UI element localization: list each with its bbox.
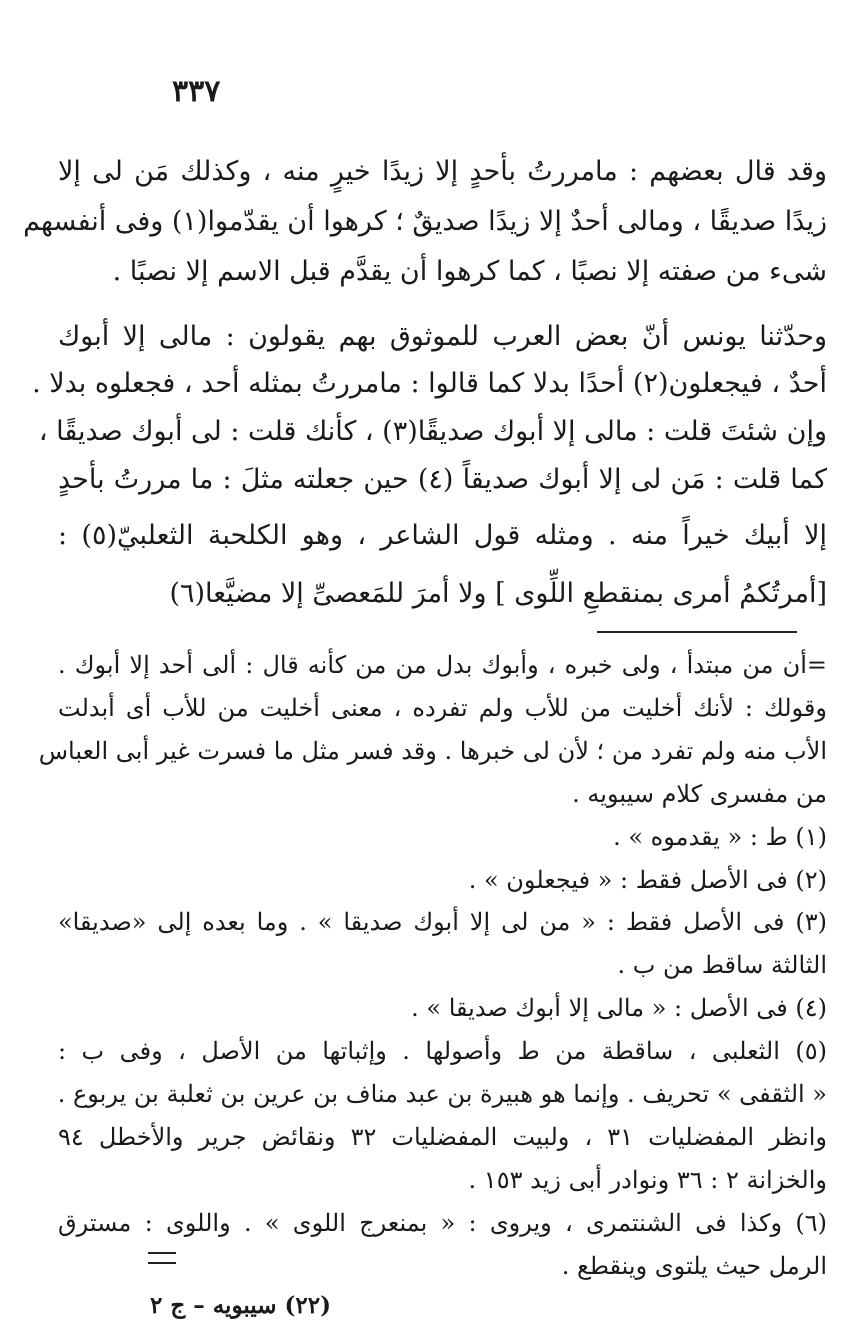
verse-line: [أمرتُكمُ أمرى بمنقطعِ اللِّوى ] ولا أمرَ للمَعصىِّ إلا مضيَّعا(٦) [169, 578, 827, 609]
footnote-line: (٦) وكذا فى الشنتمرى ، ويروى : « بمنعرج اللوى » . واللوى : مسترق [58, 1209, 827, 1237]
main-text-line: وإن شئتَ قلت : مالى إلا أبوك صديقًا(٣) ، كأنك قلت : لى أبوك صديقًا ، [38, 416, 827, 447]
continuation-mark [148, 1252, 176, 1264]
main-text-line: شىء من صفته إلا نصبًا ، كما كرهوا أن يقدَّم قبل الاسم إلا نصبًا . [112, 256, 827, 287]
footnote-line: (٥) الثعلبى ، ساقطة من ط وأصولها . وإثباتها من الأصل ، وفى ب : [58, 1037, 827, 1065]
main-text-line: زيدًا صديقًا ، ومالى أحدٌ إلا زيدًا صديقٌ ؛ كرهوا أن يقدّموا(١) وفى أنفسهم [23, 206, 827, 237]
footnote-line: (٤) فى الأصل : « مالى إلا أبوك صديقا » . [411, 994, 827, 1022]
main-text-line: أحدٌ ، فيجعلون(٢) أحدًا بدلا كما قالوا : مامررتُ بمثله أحد ، فجعلوه بدلا . [32, 368, 827, 399]
footnote-line: « الثقفى » تحريف . وإنما هو هبيرة بن عبد مناف بن عرين بن ثعلبة بن يربوع . [57, 1080, 827, 1108]
main-text-line: إلا أبيك خيراً منه . ومثله قول الشاعر ، وهو الكلحبة الثعلبيّ(٥) : [58, 520, 827, 551]
main-text-line: وقد قال بعضهم : مامررتُ بأحدٍ إلا زيدًا خيرٍ منه ، وكذلك مَن لى إلا [58, 156, 827, 187]
footnote-line: =أن من مبتدأ ، ولى خبره ، وأبوك بدل من من كأنه قال : ألى أحد إلا أبوك . [58, 651, 827, 679]
footnote-line: الرمل حيث يلتوى وينقطع . [561, 1252, 827, 1280]
footnote-line: الثالثة ساقط من ب . [617, 951, 827, 979]
footnote-line: الأب منه ولم تفرد من ؛ لأن لى خبرها . وقد فسر مثل ما فسرت غير أبى العباس [38, 737, 827, 765]
footnote-line: (٣) فى الأصل فقط : « من لى إلا أبوك صديقا » . وما بعده إلى «صديقا» [58, 908, 827, 936]
footnote-line: (١) ط : « يقدموه » . [613, 823, 827, 851]
footnote-line: من مفسرى كلام سيبويه . [572, 780, 827, 808]
footnote-line: (٢) فى الأصل فقط : « فيجعلون » . [468, 866, 827, 894]
footnote-line: وقولك : لأنك أخليت من للأب ولم تفرده ، معنى أخليت من للأب أى أبدلت [58, 694, 827, 722]
main-text-line: كما قلت : مَن لى إلا أبوك صديقاً (٤) حين جعلته مثلَ : ما مررتُ بأحدٍ [58, 464, 827, 495]
footnote-line: وانظر المفضليات ٣١ ، ولبيت المفضليات ٣٢ ونقائض جرير والأخطل ٩٤ [58, 1123, 827, 1151]
main-text-line: وحدّثنا يونس أنّ بعض العرب للموثوق بهم يقولون : مالى إلا أبوك [58, 321, 827, 352]
footnote-separator [597, 631, 797, 633]
signature-footer: (٢٢) سيبويه – ج ٢ [150, 1292, 331, 1319]
footnote-line: والخزانة ٢ : ٣٦ ونوادر أبى زيد ١٥٣ . [468, 1166, 827, 1194]
page-number: ٣٣٧ [172, 74, 221, 109]
